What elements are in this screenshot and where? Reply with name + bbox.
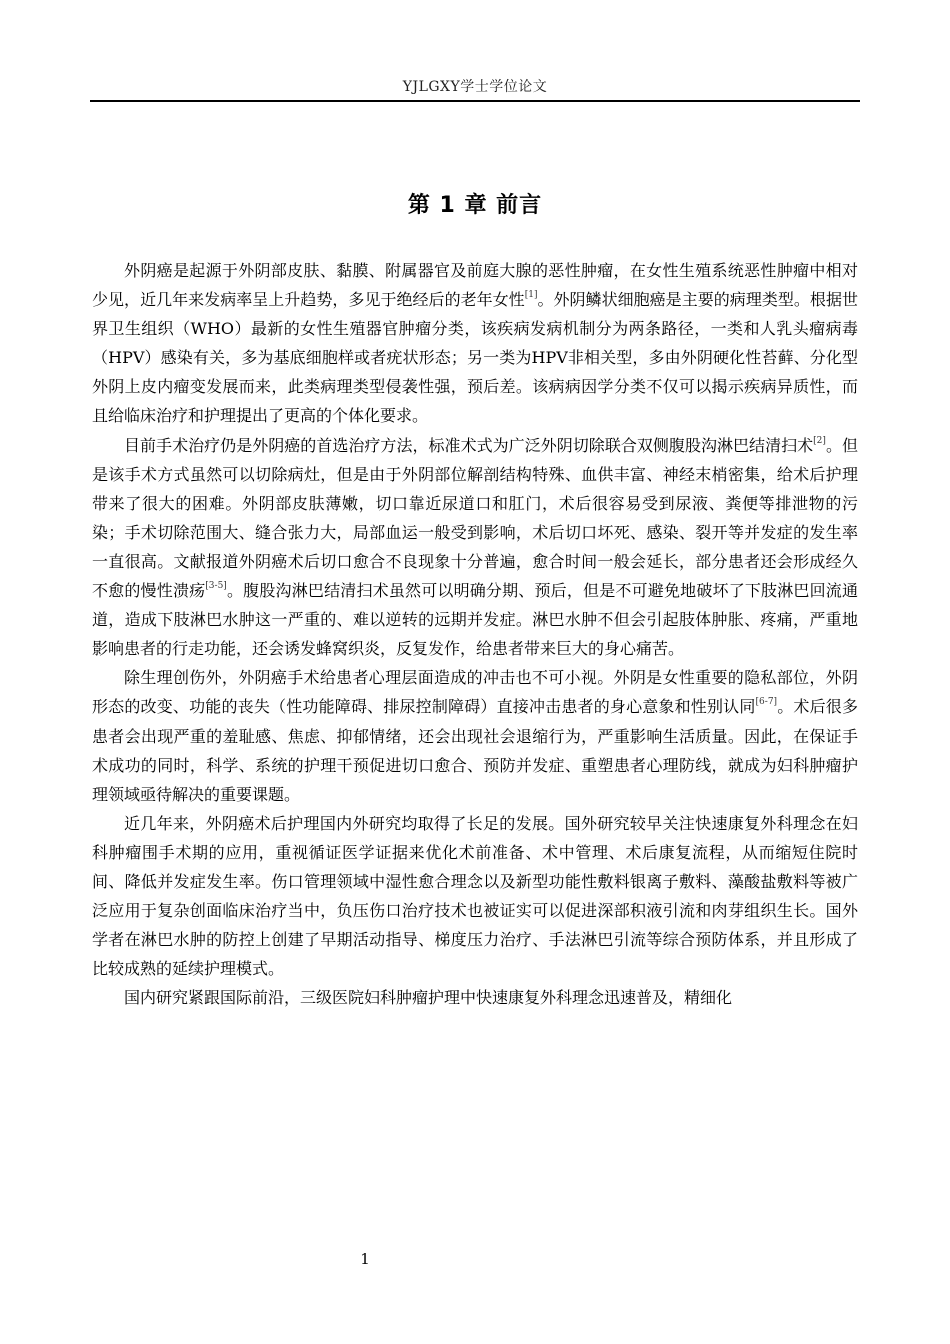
paragraph-5 bbox=[92, 983, 858, 1012]
paragraph-3-text-b: 。术后很多患者会出现严重的羞耻感、焦虑、抑郁情绪，还会出现社会退缩行为，严重影响生活质量。因此，在保证手术成功的同时，科学、系统的护理干预促进切口愈合、预防并发症、重塑患者心理防线，就成为妇科肿瘤护理领域亟待解决的重要课题。 bbox=[92, 697, 858, 804]
citation-3-5: [3-5] bbox=[205, 581, 227, 592]
paragraph-2-text-a: 目前手术治疗仍是外阴癌的首选治疗方法，标准术式为广泛外阴切除联合双侧腹股沟淋巴结清扫术 bbox=[124, 435, 814, 455]
citation-6-7: [6-7] bbox=[755, 697, 778, 708]
paragraph-1-text-a: 外阴癌是起源于外阴部皮肤、黏膜、附属器官及前庭大腺的恶性肿瘤，在女性生殖系统恶性肿瘤中相对少见，近几年来发病率呈上升趋势，多见于绝经后的老年女性 bbox=[92, 261, 858, 310]
running-header: YJLGXY学士学位论文 bbox=[402, 79, 548, 95]
body-text bbox=[92, 256, 858, 1012]
paragraph-4-text: 近几年来，外阴癌术后护理国内外研究均取得了长足的发展。国外研究较早关注快速康复外科理念在妇科肿瘤围手术期的应用，重视循证医学证据来优化术前准备、术中管理、术后康复流程，从而缩短住院时间、降低并发症发生率。伤口管理领域中湿性愈合理念以及新型功能性敷料银离子敷料、藻酸盐敷料等被广泛应用于复杂创面临床治疗当中，负压伤口治疗技术也被证实可以促进深部积液引流和肉芽组织生长。国外学者在淋巴水肿的防控上创建了早期活动指导、梯度压力治疗、手法淋巴引流等综合预防体系，并且形成了比较成熟的延续护理模式。 bbox=[92, 813, 858, 979]
citation-2: [2] bbox=[813, 435, 826, 446]
paragraph-2-text-b: 。但是该手术方式虽然可以切除病灶，但是由于外阴部位解剖结构特殊、血供丰富、神经末梢密集，给术后护理带来了很大的困难。外阴部皮肤薄嫩，切口靠近尿道口和肛门，术后很容易受到尿液、粪便等排泄物的污染；手术切除范围大、缝合张力大，局部血运一般受到影响，术后切口坏死、感染、裂开等并发症的发生率一直很高。文献报道外阴癌术后切口愈合不良现象十分普遍，愈合时间一般会延长，部分患者还会形成经久不愈的慢性溃疡 bbox=[92, 435, 858, 601]
paragraph-1-text-b: 。外阴鳞状细胞癌是主要的病理类型。根据世界卫生组织（WHO）最新的女性生殖器官肿瘤分类，该疾病发病机制分为两条路径，一类和人乳头瘤病毒（HPV）感染有关，多为基底细胞样或者疣状形态；另一类为HPV非相关型，多由外阴硬化性苔藓、分化型外阴上皮内瘤变发展而来，此类病理类型侵袭性强，预后差。该病病因学分类不仅可以揭示疾病异质性，而且给临床治疗和护理提出了更高的个体化要求。 bbox=[92, 290, 858, 426]
paragraph-2-text-c: 。腹股沟淋巴结清扫术虽然可以明确分期、预后，但是不可避免地破坏了下肢淋巴回流通道，造成下肢淋巴水肿这一严重的、难以逆转的远期并发症。淋巴水肿不但会引起肢体肿胀、疼痛，严重地影响患者的行走功能，还会诱发蜂窝织炎，反复发作，给患者带来巨大的身心痛苦。 bbox=[92, 581, 858, 659]
chapter-title: 第 1 章 前言 bbox=[407, 193, 543, 218]
paragraph-5-text: 国内研究紧跟国际前沿，三级医院妇科肿瘤护理中快速康复外科理念迅速普及，精细化 bbox=[124, 988, 733, 1008]
paragraph-4 bbox=[92, 809, 858, 984]
paragraph-1 bbox=[92, 256, 858, 431]
citation-1: [1] bbox=[524, 290, 538, 301]
paragraph-3 bbox=[92, 663, 858, 808]
paragraph-2 bbox=[92, 431, 858, 664]
page-number: 1 bbox=[360, 1250, 370, 1268]
paragraph-3-text-a: 除生理创伤外，外阴癌手术给患者心理层面造成的冲击也不可小视。外阴是女性重要的隐私部位，外阴形态的改变、功能的丧失（性功能障碍、排尿控制障碍）直接冲击患者的身心意象和性别认同 bbox=[92, 668, 858, 717]
header-divider bbox=[90, 100, 860, 102]
